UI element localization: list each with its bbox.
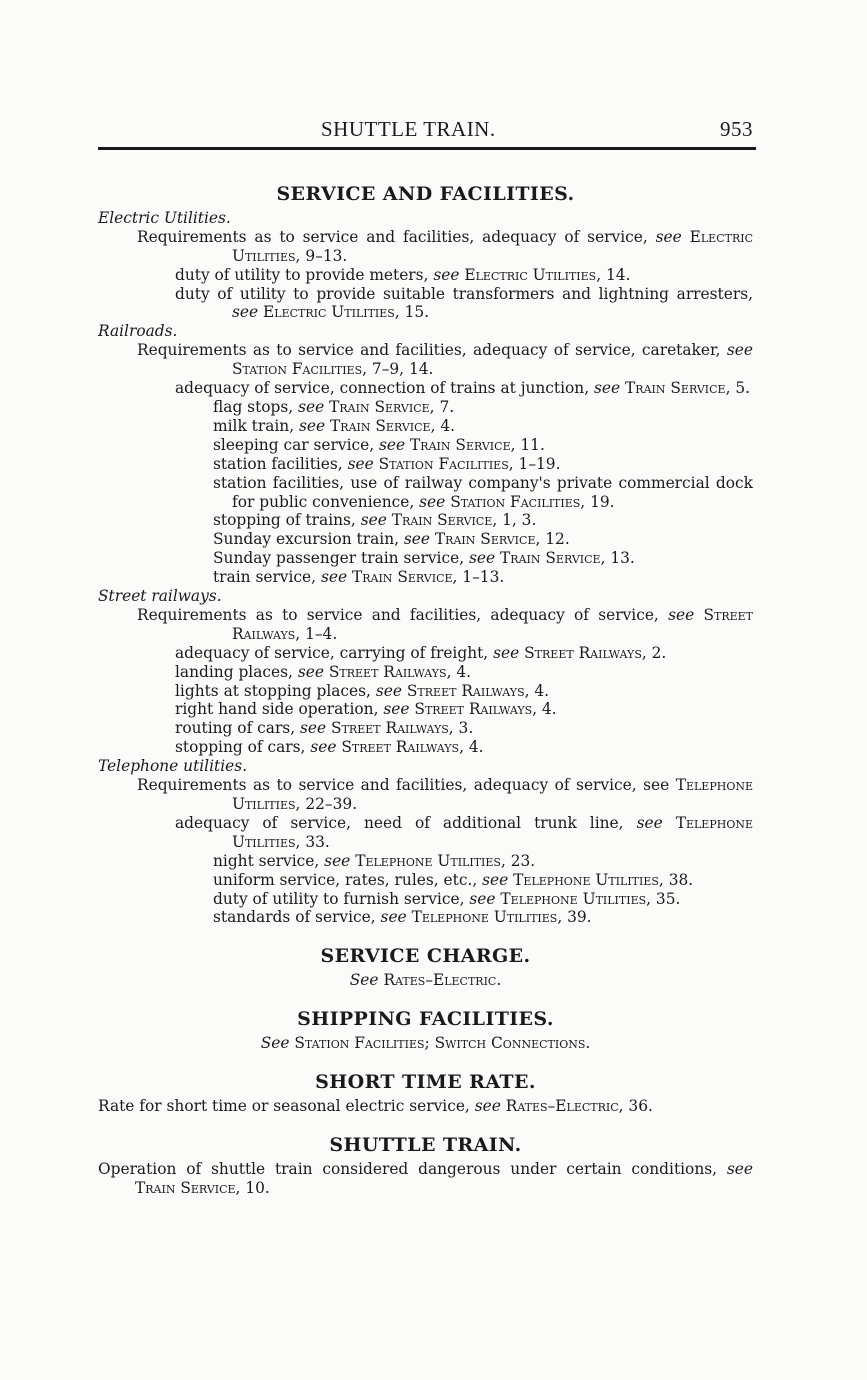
cross-reference: Electric Utilities, 9–13. <box>232 227 753 265</box>
see-word: see <box>320 568 348 587</box>
section-heading: SERVICE CHARGE. <box>320 945 531 968</box>
cross-reference: Telephone Utilities, 38. <box>513 870 694 889</box>
index-entry <box>98 644 753 663</box>
see-word: see <box>655 227 682 246</box>
cross-reference: Train Service, 1, 3. <box>391 511 537 530</box>
index-entry <box>98 511 753 530</box>
index-entry <box>98 908 753 927</box>
see-word: see <box>403 530 431 549</box>
see-word: see <box>482 870 509 889</box>
cross-reference: Telephone Utilities, 33. <box>232 813 753 851</box>
cross-reference: Telephone Utilities, 35. <box>500 889 681 908</box>
category-label: Telephone utilities. <box>98 757 248 776</box>
entry-text: uniform service, rates, rules, etc., <box>213 870 483 889</box>
entry-text: duty of utility to furnish service, <box>213 889 470 908</box>
entry-text: station facilities, <box>213 454 348 473</box>
cross-reference: Street Railways, 4. <box>414 700 557 719</box>
see-word: see <box>379 435 406 454</box>
cross-reference: Station Facilities, 19. <box>450 492 615 511</box>
cross-reference: Train Service, 11. <box>410 435 545 454</box>
entry-text: adequacy of service, connection of trains at junction, <box>175 379 594 398</box>
entry-text: sleeping car service, <box>213 435 380 454</box>
entry-text: Requirements as to service and facilities, adequacy of service, <box>137 605 669 624</box>
index-content <box>98 185 753 1198</box>
entry-text: Sunday excursion train, <box>213 530 404 549</box>
see-word: see <box>493 643 520 662</box>
see-word: see <box>419 492 446 511</box>
index-entry <box>98 266 753 285</box>
category-label: Railroads. <box>98 322 178 341</box>
see-word: see <box>468 549 496 568</box>
index-entry <box>98 436 753 455</box>
cross-reference: Street Railways, 2. <box>524 643 667 662</box>
see-word: see <box>474 1096 501 1115</box>
index-entry <box>98 228 753 266</box>
cross-reference: Street Railways, 4. <box>406 681 550 700</box>
entry-text: Requirements as to service and facilities, adequacy of service, see <box>137 776 676 795</box>
index-entry <box>98 1097 753 1116</box>
entry-text: station facilities, use of railway company's private commercial dock for public convenience, <box>213 473 753 511</box>
page-number: 953 <box>720 117 753 141</box>
entry-text: train service, <box>213 568 321 587</box>
see-word: see <box>360 511 387 530</box>
index-entry <box>98 852 753 871</box>
cross-reference: Electric Utilities, 14. <box>464 265 631 284</box>
see-word: see <box>297 662 324 681</box>
index-entry <box>98 738 753 757</box>
cross-reference: Street Railways, 4. <box>328 662 472 681</box>
see-word: see <box>593 379 621 398</box>
index-entry <box>98 606 753 644</box>
cross-reference: Train Service, 5. <box>625 379 751 398</box>
see-word: see <box>299 416 326 435</box>
entry-text: duty of utility to provide suitable transformers and lightning arresters, <box>175 284 753 303</box>
see-word: see <box>726 341 753 360</box>
index-entry <box>98 379 753 398</box>
cross-reference: Train Service, 13. <box>500 549 635 568</box>
cross-reference: Train Service, 1–13. <box>351 568 505 587</box>
see-word: See <box>260 1034 290 1053</box>
cross-reference: Telephone Utilities, 39. <box>411 908 592 927</box>
header-rule <box>98 147 756 150</box>
see-word: see <box>380 908 407 927</box>
index-entry <box>98 474 753 512</box>
cross-reference: Rates–Electric, 36. <box>505 1096 653 1115</box>
index-entry <box>98 285 753 323</box>
index-entry <box>98 682 753 701</box>
see-word: see <box>636 813 663 832</box>
entry-text: Operation of shuttle train considered dangerous under certain conditions, <box>98 1159 727 1178</box>
see-word: see <box>300 719 327 738</box>
entry-text: milk train, <box>213 416 299 435</box>
category-label: Electric Utilities. <box>98 208 231 227</box>
entry-text: landing places, <box>175 662 298 681</box>
entry-text: duty of utility to provide meters, <box>175 265 434 284</box>
section-heading: SHIPPING FACILITIES. <box>297 1008 554 1031</box>
index-entry <box>98 719 753 738</box>
see-word: see <box>310 738 337 757</box>
see-word: see <box>232 303 259 322</box>
cross-reference: Telephone Utilities, 23. <box>355 851 536 870</box>
see-word: see <box>433 265 460 284</box>
index-entry <box>98 398 753 417</box>
cross-reference: Station Facilities, 7–9, 14. <box>232 360 434 379</box>
index-entry <box>98 890 753 909</box>
cross-reference: Station Facilities, 1–19. <box>378 454 561 473</box>
see-word: see <box>375 681 402 700</box>
cross-reference: Train Service, 12. <box>434 530 570 549</box>
entry-text: flag stops, <box>213 397 299 416</box>
cross-reference: Rates–Electric. <box>383 971 502 990</box>
entry-text: Rate for short time or seasonal electric service, <box>98 1096 475 1115</box>
index-entry <box>98 341 753 379</box>
see-word: see <box>469 889 496 908</box>
index-entry <box>98 776 753 814</box>
cross-reference: Station Facilities; Switch Connections. <box>294 1034 591 1053</box>
entry-text: Requirements as to service and facilities, adequacy of service, <box>137 227 656 246</box>
see-word: see <box>298 397 325 416</box>
index-entry <box>98 455 753 474</box>
entry-text: Sunday passenger train service, <box>213 549 469 568</box>
see-word: see <box>383 700 410 719</box>
entry-text: routing of cars, <box>175 719 300 738</box>
see-word: see <box>726 1159 753 1178</box>
index-entry <box>98 871 753 890</box>
cross-reference: Telephone Utilities, 22–39. <box>232 776 753 813</box>
see-word: see <box>668 605 695 624</box>
cross-reference: Train Service, 4. <box>330 416 456 435</box>
index-entry <box>98 814 753 852</box>
see-reference <box>98 971 753 990</box>
index-entry <box>98 663 753 682</box>
entry-text: night service, <box>213 851 325 870</box>
category-label: Street railways. <box>98 587 222 606</box>
see-reference <box>98 1034 753 1053</box>
cross-reference: Street Railways, 1–4. <box>232 605 753 643</box>
entry-text: Requirements as to service and facilities, adequacy of service, caretaker, <box>137 341 727 360</box>
entry-text: stopping of cars, <box>175 738 311 757</box>
entry-text: adequacy of service, carrying of freight, <box>175 643 494 662</box>
cross-reference: Electric Utilities, 15. <box>263 303 430 322</box>
index-entry <box>98 549 753 568</box>
section-heading: SHORT TIME RATE. <box>315 1070 536 1093</box>
cross-reference: Street Railways, 3. <box>331 719 474 738</box>
index-entry <box>98 417 753 436</box>
entry-text: adequacy of service, need of additional trunk line, <box>175 813 637 832</box>
index-entry <box>98 568 753 587</box>
entry-text: lights at stopping places, <box>175 681 376 700</box>
entry-text: right hand side operation, <box>175 700 384 719</box>
cross-reference: Train Service, 10. <box>135 1178 270 1197</box>
see-word: see <box>347 454 374 473</box>
section-heading: SERVICE AND FACILITIES. <box>276 183 575 205</box>
cross-reference: Street Railways, 4. <box>341 738 484 757</box>
index-entry <box>98 1160 753 1198</box>
entry-text: standards of service, <box>213 908 381 927</box>
index-entry <box>98 700 753 719</box>
entry-text: stopping of trains, <box>213 511 361 530</box>
section-heading: SHUTTLE TRAIN. <box>329 1133 522 1156</box>
see-word: See <box>349 971 379 990</box>
running-head-title: SHUTTLE TRAIN. <box>321 117 496 141</box>
see-word: see <box>324 851 351 870</box>
index-entry <box>98 530 753 549</box>
cross-reference: Train Service, 7. <box>329 397 455 416</box>
